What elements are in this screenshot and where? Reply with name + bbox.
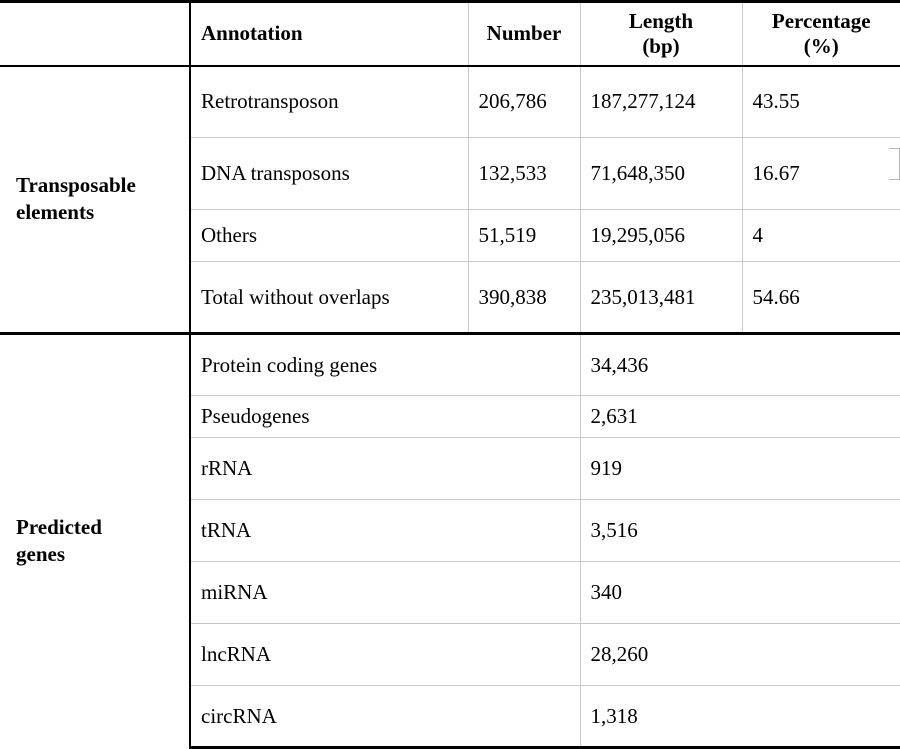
cell-number: 919 (580, 438, 900, 500)
header-percentage-line2: (%) (803, 33, 839, 58)
cell-number: 3,516 (580, 500, 900, 562)
group-label-predicted-genes (0, 334, 190, 748)
cell-annotation: miRNA (190, 562, 580, 624)
cell-number: 51,519 (468, 210, 580, 262)
table-header-row (0, 2, 900, 66)
cell-number: 2,631 (580, 396, 900, 438)
group-label-line2: elements (16, 200, 95, 225)
cell-number: 206,786 (468, 66, 580, 138)
cell-annotation: Total without overlaps (190, 262, 468, 334)
page-edge-marker (889, 148, 900, 180)
cell-percentage: 54.66 (742, 262, 900, 334)
group-label-line1: Transposable (16, 173, 136, 198)
cell-length: 71,648,350 (580, 138, 742, 210)
cell-number: 28,260 (580, 624, 900, 686)
cell-number: 132,533 (468, 138, 580, 210)
cell-percentage: 43.55 (752, 89, 800, 114)
cell-annotation: Pseudogenes (190, 396, 580, 438)
table-row (0, 334, 900, 396)
header-length-line2: (bp) (642, 33, 680, 58)
cell-number: 340 (580, 562, 900, 624)
cell-annotation: circRNA (190, 686, 580, 748)
header-group-blank (0, 2, 190, 66)
cell-length: 235,013,481 (580, 262, 742, 334)
cell-length: 19,295,056 (580, 210, 742, 262)
cell-annotation: rRNA (190, 438, 580, 500)
cell-annotation: tRNA (190, 500, 580, 562)
cell-annotation: Retrotransposon (190, 66, 468, 138)
header-percentage (742, 2, 900, 66)
header-annotation: Annotation (190, 2, 468, 66)
header-number: Number (468, 2, 580, 66)
group-label-line1: Predicted (16, 515, 102, 540)
header-length (580, 2, 742, 66)
cell-percentage: 4 (742, 210, 900, 262)
cell-number: 390,838 (468, 262, 580, 334)
group-label-transposable-elements (0, 66, 190, 334)
table-row (0, 66, 900, 138)
header-length-line1: Length (628, 9, 694, 33)
header-percentage-line1: Percentage (771, 9, 871, 33)
cell-annotation: Protein coding genes (190, 334, 580, 396)
cell-annotation: lncRNA (190, 624, 580, 686)
cell-number: 34,436 (580, 334, 900, 396)
cell-percentage: 16.67 (742, 138, 900, 210)
group-label-line2: genes (16, 542, 65, 567)
cell-length: 187,277,124 (580, 66, 742, 138)
cell-annotation: Others (190, 210, 468, 262)
cell-annotation: DNA transposons (190, 138, 468, 210)
cell-number: 1,318 (580, 686, 900, 748)
